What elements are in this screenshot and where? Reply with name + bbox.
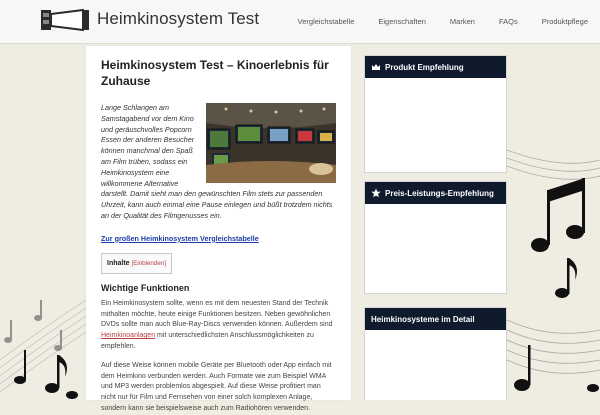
home-theater-image — [206, 103, 336, 183]
intro-text: Lange Schlangen am Samstagabend vor dem Kino und geräuschvolles Popcorn Essen der anderen Besucher können manchmal den Spaß am Film trüben, sodass ein Heimkinosystem eine willkommene Alternative darstellt. Damit sieht man den gewünschten Film stets zur passenden Uhrzeit, kann auch einmal eine Pause einlegen und büßt trotzdem nichts an der Qualität des Filmgenusses ein. — [101, 103, 333, 220]
widget-header — [365, 308, 506, 330]
paragraph-1 — [101, 299, 336, 353]
paragraph-1-text-b: mit unterschiedlichsten Anschlussmöglichkeiten zu empfehlen. — [101, 332, 314, 350]
widget-produkt-empfehlung — [364, 55, 507, 173]
widget-header — [365, 56, 506, 78]
toc-label: Inhalte — [107, 259, 130, 267]
article-title: Heimkinosystem Test – Kinoerlebnis für Zuhause — [101, 58, 329, 88]
main-nav — [286, 0, 600, 44]
site-header — [0, 0, 600, 44]
comparison-table-link[interactable]: Zur großen Heimkinosystem Vergleichstabelle — [101, 233, 259, 243]
nav-marken[interactable]: Marken — [449, 17, 475, 26]
projector-icon[interactable] — [40, 8, 90, 32]
nav-vergleichstabelle[interactable]: Vergleichstabelle — [297, 17, 355, 26]
widget-title: Produkt Empfehlung — [385, 62, 464, 72]
nav-produktpflege[interactable]: Produktpflege — [541, 17, 588, 26]
intro-section — [101, 103, 336, 222]
widget-title: Heimkinosysteme im Detail — [371, 314, 475, 324]
section-title: Wichtige Funktionen — [101, 282, 190, 293]
widget-header — [365, 182, 506, 204]
article-content — [86, 46, 351, 412]
widget-preis-leistungs-empfehlung — [364, 181, 507, 294]
nav-eigenschaften[interactable]: Eigenschaften — [378, 17, 426, 26]
toc-toggle[interactable]: [Einblenden] — [131, 259, 166, 267]
widget-title: Preis-Leistungs-Empfehlung — [385, 188, 494, 198]
heimkinoanlagen-link[interactable]: Heimkinoanlagen — [101, 332, 156, 340]
paragraph-1-text-a: Ein Heimkinosystem sollte, wenn es mit dem neuesten Stand der Technik mithalten möchte, heute einige Funktionen besitzen. Neben gewöhnlichen DVDs sollte man auch Blue-Ray-Discs verwenden können. Außerdem sind — [101, 299, 333, 329]
paragraph-2: Auf diese Weise können mobile Geräte per Bluetooth oder App einfach mit dem Heimkino verbunden werden. Auch Formate wie zum Beispiel WMA und MP3 werden problemlos abgespielt. Auf diese Weise profitiert man nicht nur für Film und Fernsehen von einer solch komplexen Anlage, sondern kann sie beispielsweise auch zum Radiohören verwenden. — [101, 361, 332, 412]
nav-faqs[interactable]: FAQs — [498, 17, 518, 26]
widget-heimkinosysteme-im-detail — [364, 307, 507, 400]
crown-icon — [371, 62, 381, 72]
star-icon — [371, 188, 381, 198]
table-of-contents — [101, 253, 172, 274]
site-title[interactable]: Heimkinosystem Test — [97, 9, 260, 28]
